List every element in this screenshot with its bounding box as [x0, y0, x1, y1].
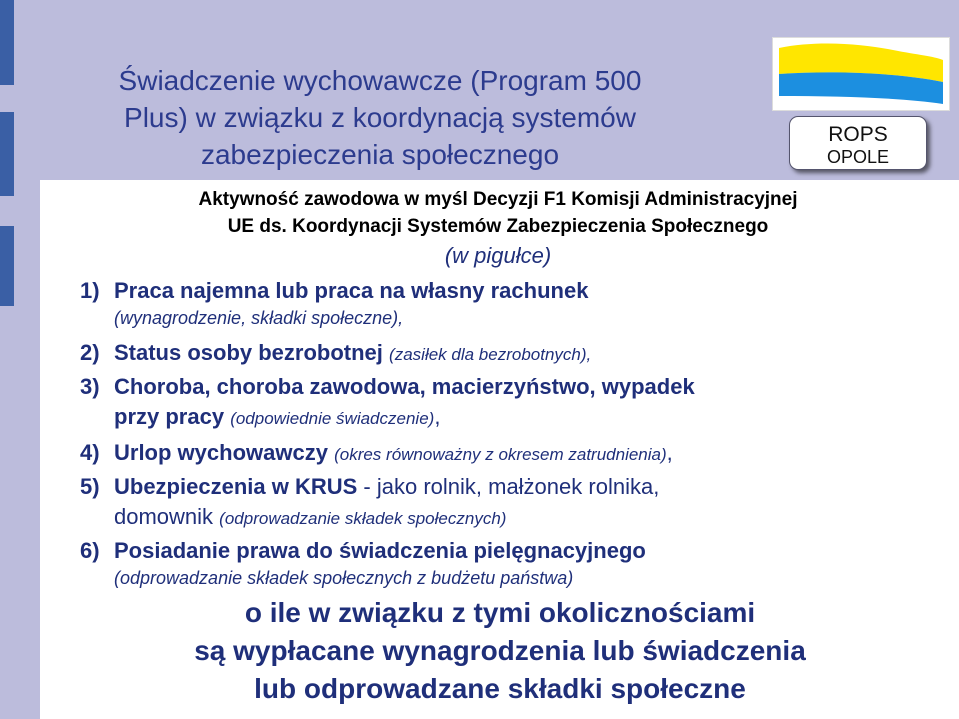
- list-item: [80, 472, 950, 534]
- list-item: [80, 338, 950, 370]
- item-number: 6): [80, 538, 100, 563]
- item-note: (odprowadzanie składek społecznych z budżetu państwa): [114, 568, 574, 588]
- item-title-cont: przy pracy: [114, 404, 225, 429]
- item-title: Choroba, choroba zawodowa, macierzyństwo, wypadek: [114, 374, 695, 399]
- flag-logo-icon: [773, 38, 949, 110]
- item-punct: ,: [666, 440, 673, 465]
- subtitle-pigulka: (w pigułce): [444, 243, 552, 268]
- item-title: Posiadanie prawa do świadczenia pielęgnacyjnego: [114, 538, 646, 563]
- item-note: (odprowadzanie składek społecznych): [219, 509, 507, 528]
- subtitle-line: Aktywność zawodowa w myśl Decyzji F1 Komisji Administracyjnej: [198, 189, 798, 210]
- subtitle-heading: [88, 186, 908, 240]
- item-detail-cont: domownik: [114, 504, 214, 529]
- item-title: Urlop wychowawczy: [114, 440, 328, 465]
- slide-title-line: Plus) w związku z koordynacją systemów: [124, 102, 636, 133]
- item-number: 4): [80, 440, 100, 465]
- closing-statement: [60, 594, 940, 708]
- item-note: (odpowiednie świadczenie): [230, 409, 435, 428]
- closing-line: są wypłacane wynagrodzenia lub świadczenia: [194, 635, 806, 666]
- badge-rops: ROPS: [828, 123, 888, 146]
- list-item: [80, 438, 950, 470]
- item-title: Ubezpieczenia w KRUS: [114, 474, 358, 499]
- subtitle-line: UE ds. Koordynacji Systemów Zabezpieczenia Społecznego: [227, 216, 769, 237]
- badge-opole: OPOLE: [826, 147, 890, 167]
- list-item: [80, 536, 950, 590]
- item-note: (okres równoważny z okresem zatrudnienia): [334, 445, 667, 464]
- left-accent-bar: [0, 112, 14, 196]
- item-number: 3): [80, 374, 100, 399]
- slide-title-line: zabezpieczenia społecznego: [200, 139, 560, 170]
- closing-line: o ile w związku z tymi okolicznościami: [244, 597, 756, 628]
- item-note: (zasiłek dla bezrobotnych),: [389, 345, 592, 364]
- item-number: 5): [80, 474, 100, 499]
- item-number: 1): [80, 278, 100, 303]
- closing-line: lub odprowadzane składki społeczne: [254, 673, 746, 704]
- item-number: 2): [80, 340, 100, 365]
- item-title: Status osoby bezrobotnej: [114, 340, 383, 365]
- activity-list: [80, 276, 950, 590]
- list-item: [80, 372, 950, 434]
- rops-opole-badge: [789, 116, 927, 170]
- item-punct: ,: [434, 404, 441, 429]
- slide-title-line: Świadczenie wychowawcze (Program 500: [118, 65, 642, 96]
- item-title: Praca najemna lub praca na własny rachunek: [114, 278, 589, 303]
- left-accent-bar: [0, 0, 14, 85]
- item-note: (wynagrodzenie, składki społeczne),: [114, 308, 404, 328]
- item-detail: - jako rolnik, małżonek rolnika,: [363, 474, 660, 499]
- left-accent-bar: [0, 226, 14, 306]
- list-item: [80, 276, 950, 330]
- slide-title: [70, 62, 690, 173]
- opolskie-flag-logo: [772, 37, 950, 111]
